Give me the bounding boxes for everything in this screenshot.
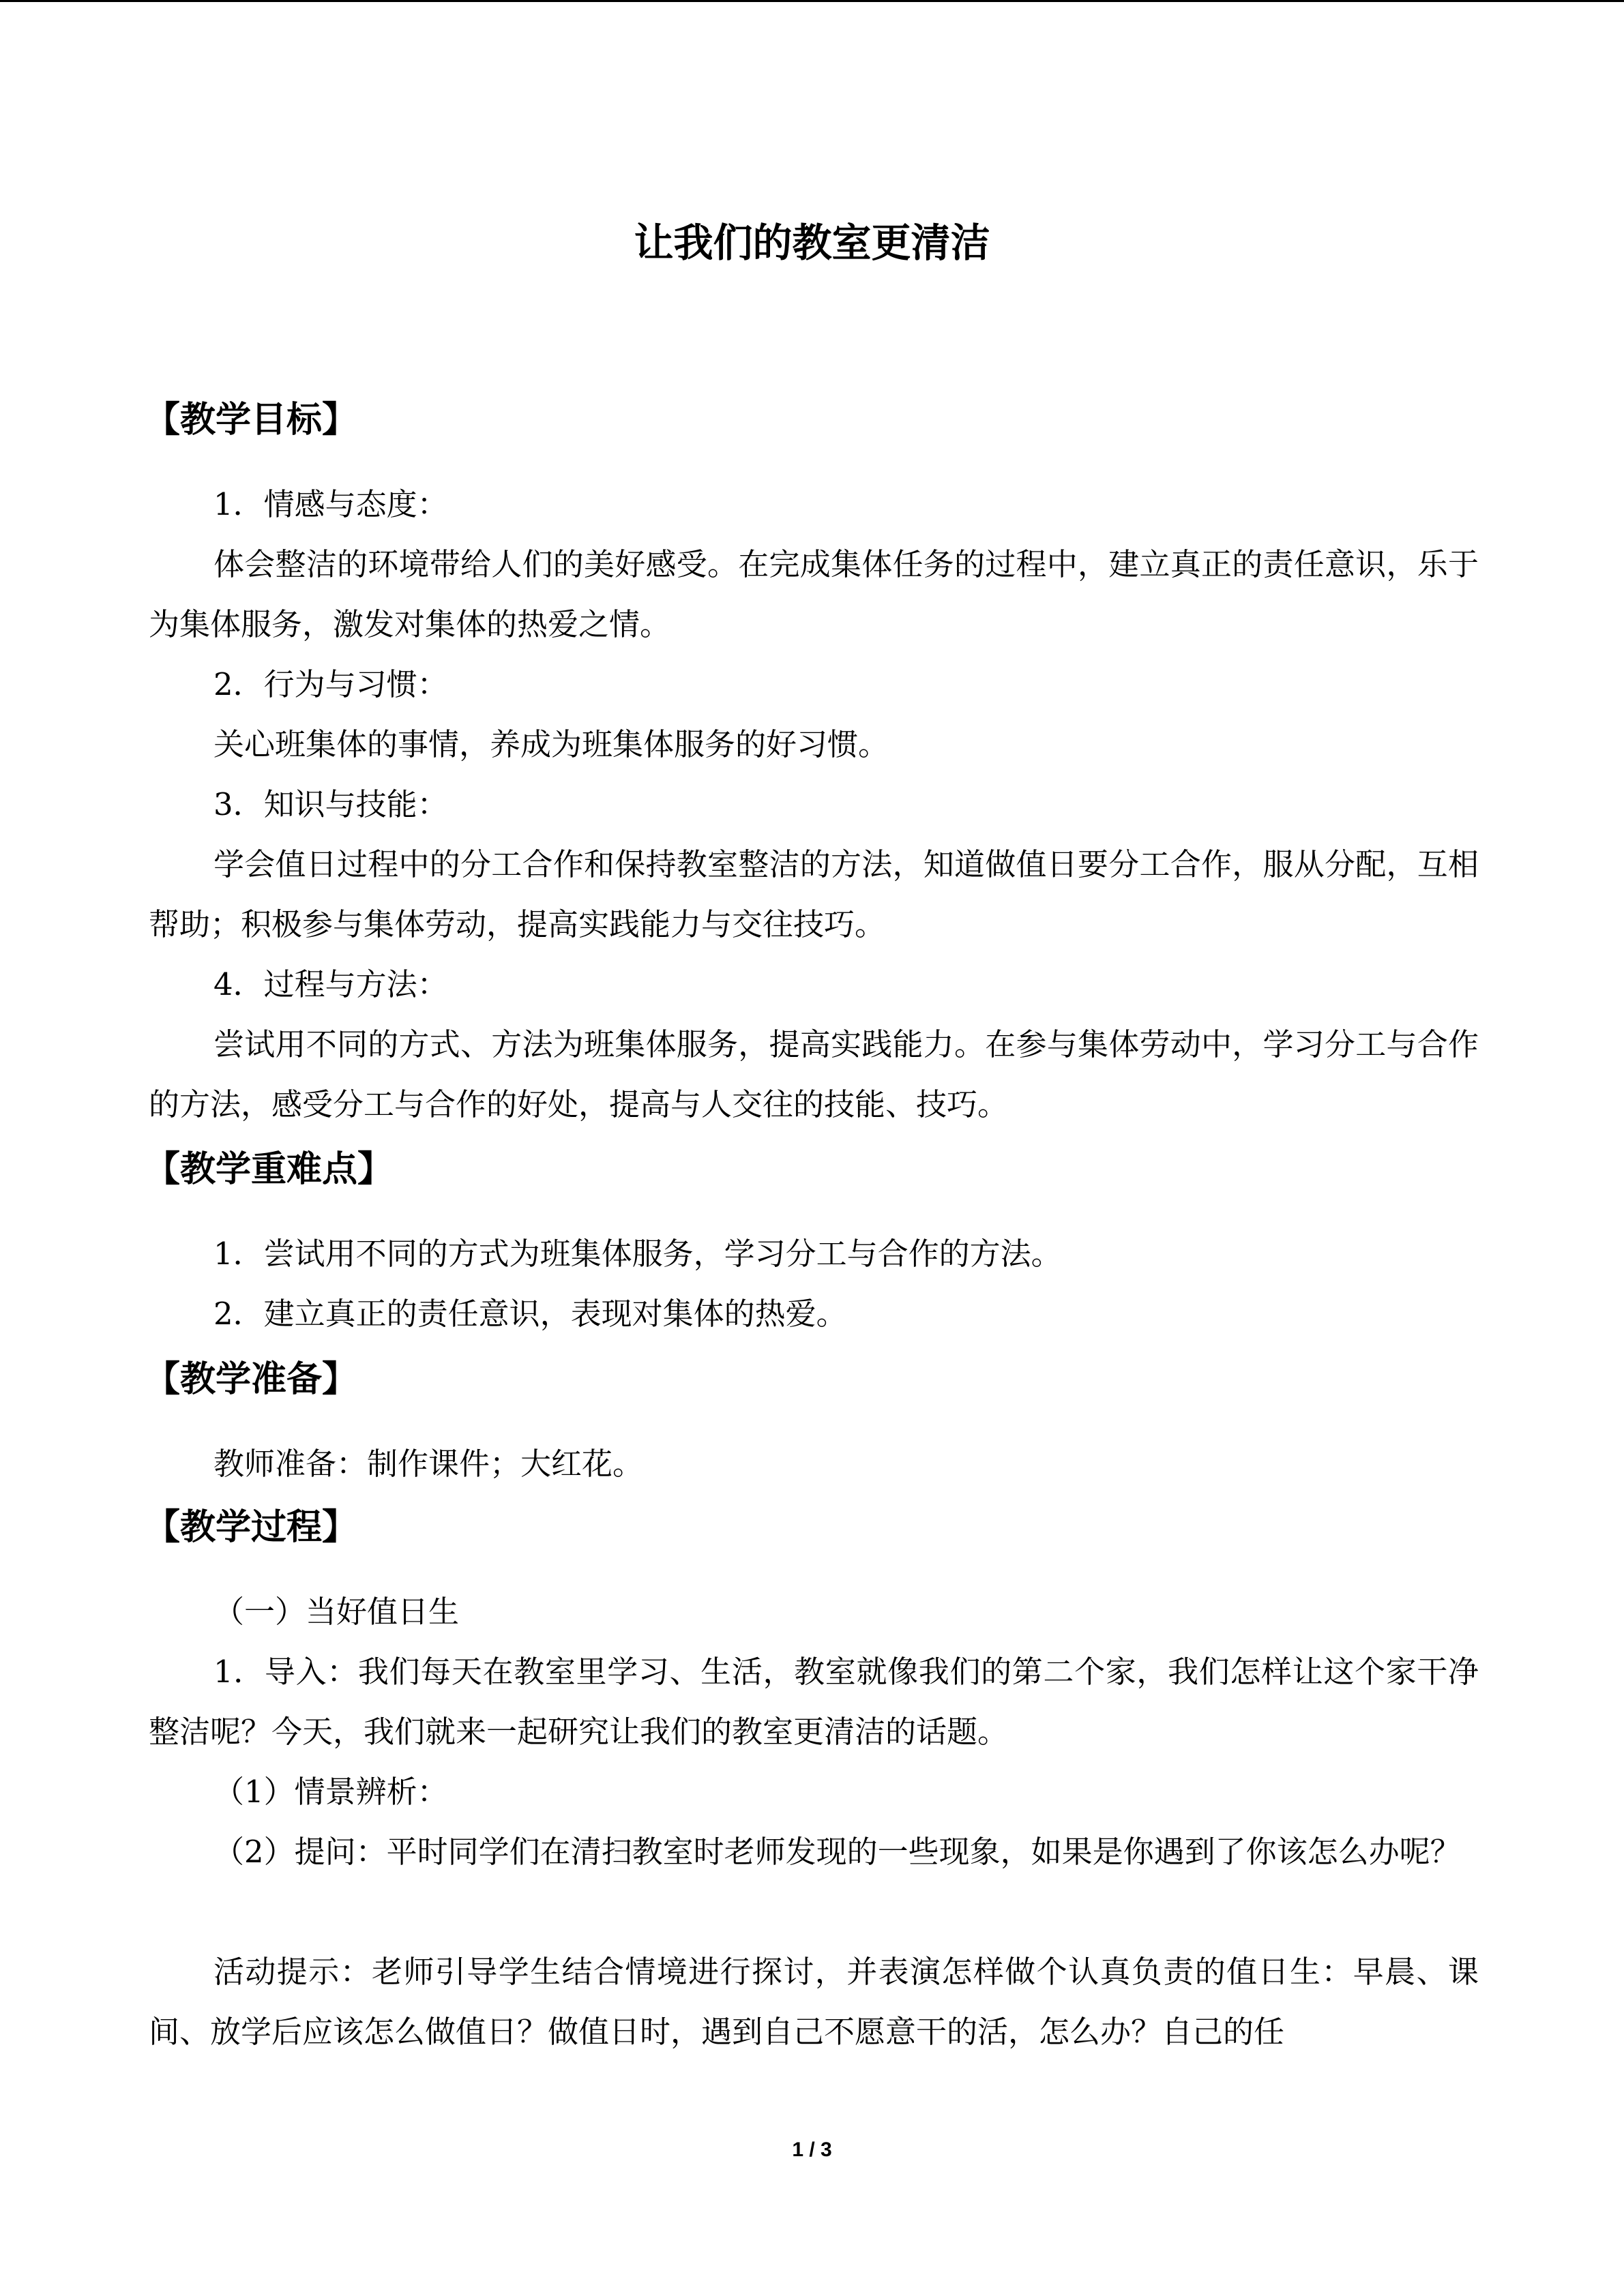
- paragraph: 活动提示：老师引导学生结合情境进行探讨，并表演怎样做个认真负责的值日生：早晨、课间、放学后应该怎么做值日？做值日时，遇到自己不愿意干的活，怎么办？自己的任: [149, 1954, 1479, 2050]
- paragraph: 关心班集体的事情，养成为班集体服务的好习惯。: [213, 726, 889, 762]
- paragraph: 2．建立真正的责任意识，表现对集体的热爱。: [213, 1296, 847, 1332]
- paragraph: 教师准备：制作课件；大红花。: [213, 1446, 644, 1482]
- paragraph: 4．过程与方法：: [213, 966, 448, 1002]
- paragraph: （1）情景辨析：: [213, 1774, 448, 1810]
- paragraph: （2）提问：平时同学们在清扫教室时老师发现的一些现象，如果是你遇到了你该怎么办呢？: [213, 1834, 1461, 1870]
- paragraph: 1．情感与态度：: [213, 486, 448, 522]
- section-heading-process: 【教学过程】: [145, 1507, 358, 1548]
- paragraph: 3．知识与技能：: [213, 786, 448, 822]
- paragraph: 尝试用不同的方式、方法为班集体服务，提高实践能力。在参与集体劳动中，学习分工与合作的方法，感受分工与合作的好处，提高与人交往的技能、技巧。: [149, 1026, 1479, 1122]
- paragraph: 体会整洁的环境带给人们的美好感受。在完成集体任务的过程中，建立真正的责任意识，乐于为集体服务，激发对集体的热爱之情。: [149, 546, 1479, 642]
- section-heading-key-points: 【教学重难点】: [145, 1149, 394, 1190]
- paragraph: 学会值日过程中的分工合作和保持教室整洁的方法，知道做值日要分工合作，服从分配，互相帮助；积极参与集体劳动，提高实践能力与交往技巧。: [149, 846, 1479, 942]
- section-heading-preparation: 【教学准备】: [145, 1359, 358, 1400]
- document-title: 让我们的教室更清洁: [634, 220, 990, 266]
- section-heading-objectives: 【教学目标】: [145, 400, 358, 441]
- paragraph: （一）当好值日生: [213, 1594, 460, 1630]
- paragraph: 1．导入：我们每天在教室里学习、生活，教室就像我们的第二个家，我们怎样让这个家干净整洁呢？今天，我们就来一起研究让我们的教室更清洁的话题。: [149, 1654, 1479, 1750]
- paragraph: 2．行为与习惯：: [213, 666, 448, 702]
- paragraph: 1．尝试用不同的方式为班集体服务，学习分工与合作的方法。: [213, 1236, 1062, 1272]
- page-number: 1 / 3: [792, 2138, 832, 2161]
